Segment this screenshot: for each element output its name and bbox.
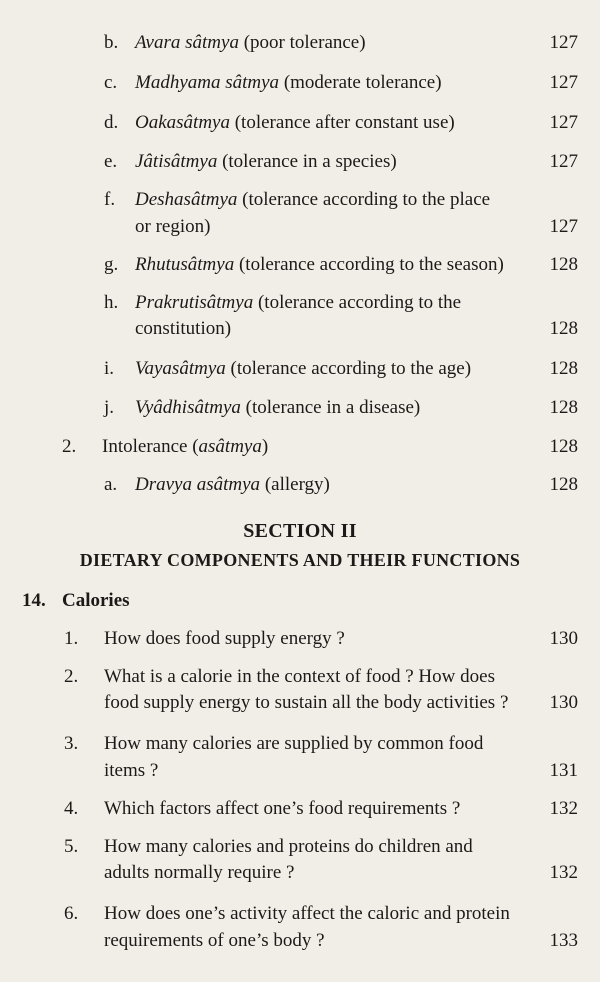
- entry-italic-term: Jâtisâtmya: [135, 151, 218, 172]
- question-page-number: 132: [549, 862, 578, 883]
- question-page-number: 131: [549, 760, 578, 781]
- entry-marker: c.: [104, 72, 118, 93]
- entry-page-number: 128: [549, 254, 578, 275]
- question-number: 4.: [64, 798, 79, 819]
- question-text-continuation: adults normally require ?: [104, 862, 295, 883]
- entry-italic-term: Madhyama sâtmya: [135, 72, 280, 93]
- entry-description: (tolerance after constant use): [229, 112, 455, 133]
- entry-italic-term: Prakrutisâtmya: [135, 292, 254, 313]
- entry-description: (tolerance according to the age): [225, 358, 472, 379]
- entry-marker: a.: [104, 474, 118, 495]
- entry-page-number: 128: [549, 436, 578, 457]
- question-text-continuation: food supply energy to sustain all the body activities ?: [104, 692, 509, 713]
- entry-description: (tolerance according to the place: [237, 189, 491, 210]
- question-text: How does one’s activity affect the caloric and protein: [104, 903, 510, 924]
- entry-description: (tolerance in a species): [217, 151, 397, 172]
- entry-italic-term: Vayasâtmya: [135, 358, 226, 379]
- section-subtitle: DIETARY COMPONENTS AND THEIR FUNCTIONS: [79, 550, 521, 570]
- entry-italic-term: Avara sâtmya: [135, 32, 239, 53]
- entry-italic-term: asâtmya: [198, 436, 262, 457]
- entry-marker: i.: [104, 358, 115, 379]
- entry-page-number: 128: [549, 358, 578, 379]
- question-number: 1.: [64, 628, 79, 649]
- entry-description: ): [261, 436, 269, 457]
- entry-italic-term: Rhutusâtmya: [135, 254, 235, 275]
- entry-page-number: 128: [549, 474, 578, 495]
- entry-page-number: 127: [549, 112, 578, 133]
- entry-marker: f.: [104, 189, 116, 210]
- entry-description: (tolerance according to the season): [234, 254, 504, 275]
- entry-page-number: 128: [549, 318, 578, 339]
- question-page-number: 133: [549, 930, 578, 951]
- question-text: How does food supply energy ?: [104, 628, 345, 649]
- question-text: What is a calorie in the context of food ? How does: [104, 666, 495, 687]
- entry-marker: g.: [104, 254, 119, 275]
- entry-marker: d.: [104, 112, 119, 133]
- entry-marker: 2.: [62, 436, 77, 457]
- question-text-continuation: items ?: [104, 760, 159, 781]
- entry-page-number: 127: [549, 151, 578, 172]
- question-text: Which factors affect one’s food requirements ?: [104, 798, 461, 819]
- question-number: 3.: [64, 733, 79, 754]
- entry-marker: e.: [104, 151, 118, 172]
- entry-description: (poor tolerance): [238, 32, 366, 53]
- entry-description: (moderate tolerance): [279, 72, 442, 93]
- question-page-number: 130: [549, 692, 578, 713]
- question-page-number: 132: [549, 798, 578, 819]
- question-text: How many calories and proteins do children and: [104, 836, 473, 857]
- question-text: How many calories are supplied by common food: [104, 733, 484, 754]
- entry-italic-term: Dravya asâtmya: [135, 474, 261, 495]
- entry-description: (tolerance according to the: [253, 292, 462, 313]
- entry-italic-term: Vyâdhisâtmya: [135, 397, 241, 418]
- entry-prefix: Intolerance (: [102, 436, 199, 457]
- entry-italic-term: Deshasâtmya: [135, 189, 238, 210]
- chapter-number: 14.: [22, 590, 46, 611]
- question-number: 5.: [64, 836, 79, 857]
- entry-page-number: 127: [549, 216, 578, 237]
- entry-italic-term: Oakasâtmya: [135, 112, 230, 133]
- chapter-title: Calories: [62, 590, 130, 611]
- entry-description: (tolerance in a disease): [240, 397, 421, 418]
- entry-continuation: constitution): [135, 318, 232, 339]
- entry-marker: h.: [104, 292, 119, 313]
- question-number: 2.: [64, 666, 79, 687]
- entry-page-number: 127: [549, 72, 578, 93]
- section-title: SECTION II: [243, 520, 357, 542]
- entry-continuation: or region): [135, 216, 211, 237]
- entry-page-number: 127: [549, 32, 578, 53]
- entry-page-number: 128: [549, 397, 578, 418]
- entry-marker: b.: [104, 32, 119, 53]
- entry-marker: j.: [104, 397, 115, 418]
- question-number: 6.: [64, 903, 79, 924]
- question-page-number: 130: [549, 628, 578, 649]
- entry-description: (allergy): [260, 474, 330, 495]
- question-text-continuation: requirements of one’s body ?: [104, 930, 325, 951]
